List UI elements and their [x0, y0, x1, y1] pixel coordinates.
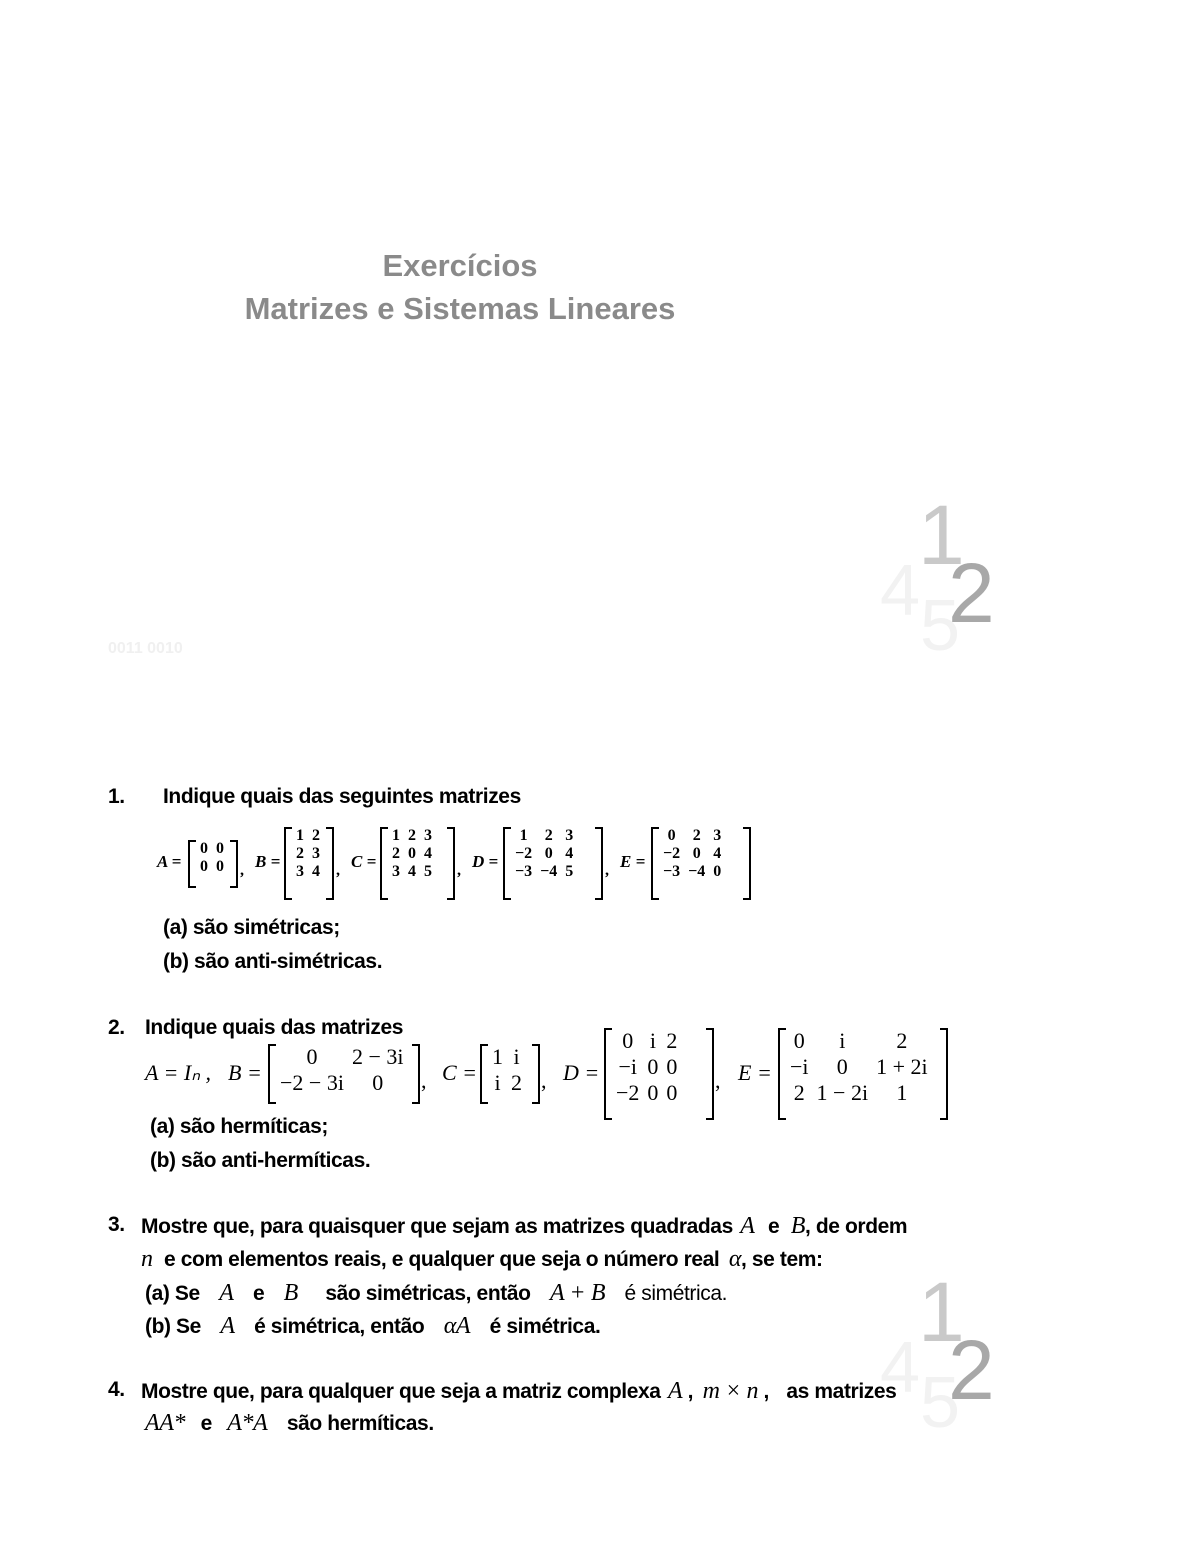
- q3-line2: n e com elementos reais, e qualquer que seja o número real α, se tem:: [141, 1246, 823, 1272]
- q2-matrix-c-label: C =: [442, 1060, 478, 1085]
- deco-one: 1: [918, 488, 965, 582]
- deco-two: 2: [948, 546, 995, 640]
- q3-item-a: (a) Se A e B são simétricas, então A + B é simétrica.: [145, 1280, 728, 1306]
- q2-text: Indique quais das matrizes: [145, 1016, 404, 1039]
- document-subtitle: Matrizes e Sistemas Lineares: [244, 291, 676, 326]
- q1-matrix-d: 1 2 3 −2 0 4 −3 −4 5: [503, 827, 603, 900]
- q1-item-b: (b) são anti-simétricas.: [163, 950, 383, 973]
- q2-matrix-b: 0 2 − 3i −2 − 3i 0: [268, 1044, 420, 1104]
- q1-matrix-c: 1 2 3 2 0 4 3 4 5: [380, 827, 455, 900]
- q2-item-b: (b) são anti-hermíticas.: [150, 1149, 371, 1172]
- q2-matrix-e-label: E =: [738, 1060, 772, 1085]
- q1-matrix-e-label: E =: [620, 852, 646, 871]
- q3-line1: Mostre que, para quaisquer que sejam as matrizes quadradas A e B, de ordem: [141, 1213, 908, 1239]
- q1-item-a: (a) são simétricas;: [163, 916, 340, 939]
- q2-matrix-c: 1 i i 2: [480, 1044, 540, 1104]
- q4-number: 4.: [108, 1378, 125, 1401]
- q1-matrix-a-label: A =: [157, 852, 182, 871]
- q1-matrix-d-label: D =: [472, 852, 499, 871]
- q2-number: 2.: [108, 1016, 125, 1039]
- q4-line2: AA* e A*A são hermíticas.: [145, 1410, 434, 1436]
- deco-numbers-top: [880, 488, 1020, 675]
- deco-four: 4: [880, 1328, 921, 1408]
- deco-four: 4: [880, 551, 921, 631]
- q1-matrix-c-label: C =: [351, 852, 377, 871]
- q2-matrix-d-label: D =: [563, 1060, 600, 1085]
- watermark: 0011 0010: [108, 640, 183, 657]
- q3-number: 3.: [108, 1213, 125, 1236]
- deco-one: 1: [918, 1265, 965, 1359]
- q2-item-a: (a) são hermíticas;: [150, 1115, 328, 1138]
- document-title: Exercícios: [382, 248, 538, 283]
- deco-five: 5: [920, 586, 961, 666]
- deco-five: 5: [920, 1363, 961, 1443]
- q1-number: 1.: [108, 785, 125, 808]
- q1-matrix-b: 1 2 2 3 3 4: [284, 827, 334, 900]
- q2-matrix-b-label: B =: [228, 1060, 262, 1085]
- q1-matrix-e: 0 2 3 −2 0 4 −3 −4 0: [651, 827, 751, 900]
- deco-numbers-bottom: [880, 1265, 1020, 1452]
- q1-matrix-b-label: B =: [255, 852, 281, 871]
- q3-item-b: (b) Se A é simétrica, então αA é simétrica.: [145, 1313, 601, 1339]
- deco-two: 2: [948, 1323, 995, 1417]
- q4-line1: Mostre que, para qualquer que seja a matriz complexa A , m × n , as matrizes: [141, 1378, 897, 1404]
- q2-matrix-e: 0 i 2 −i 0 1 + 2i 2 1 − 2i 1: [778, 1028, 948, 1120]
- q1-matrix-a: 0 0 0 0: [188, 840, 238, 888]
- q2-matrix-a-label: A = Iₙ ,: [145, 1060, 211, 1085]
- q2-matrix-d: 0 i 2 −i 0 0 −2 0 0: [604, 1028, 714, 1120]
- q1-text: Indique quais das seguintes matrizes: [163, 785, 521, 808]
